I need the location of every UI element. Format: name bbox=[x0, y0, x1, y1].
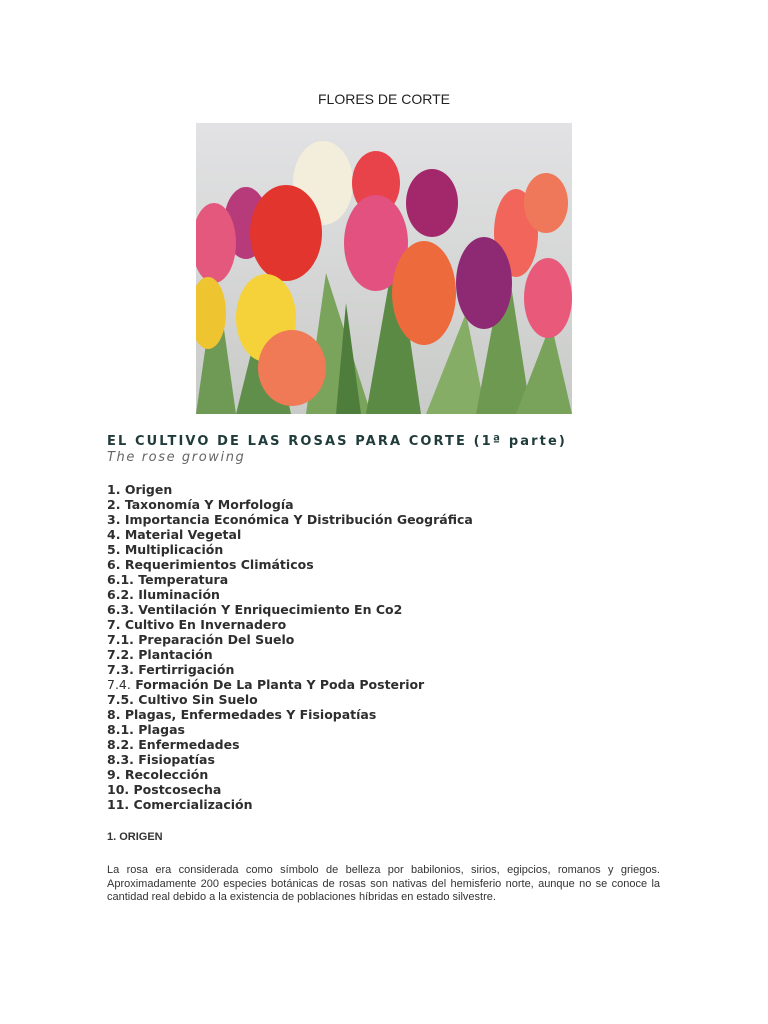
toc-item[interactable]: 5. Multiplicación bbox=[107, 542, 224, 557]
toc-item[interactable]: 10. Postcosecha bbox=[107, 782, 222, 797]
toc-item[interactable]: 7.1. Preparación Del Suelo bbox=[107, 632, 295, 647]
toc-item[interactable]: 6.3. Ventilación Y Enriquecimiento En Co2 bbox=[107, 602, 403, 617]
toc-item[interactable]: 8.1. Plagas bbox=[107, 722, 185, 737]
toc-item[interactable]: 8.2. Enfermedades bbox=[107, 737, 240, 752]
toc-item[interactable]: 8. Plagas, Enfermedades Y Fisiopatías bbox=[107, 707, 377, 722]
origin-paragraph: La rosa era considerada como símbolo de belleza por babilonios, sirios, egipcios, romanos y griegos. Aproximadamente 200 especies botánicas de rosas son nativas del hemisferio norte, aunque no se conoce la cantidad real debido a la existencia de poblaciones híbridas en estado silvestre. bbox=[107, 864, 660, 903]
toc-item[interactable]: 4. Material Vegetal bbox=[107, 527, 242, 542]
toc-item[interactable]: 11. Comercialización bbox=[107, 797, 253, 812]
origin-section-title: 1. ORIGEN bbox=[107, 831, 163, 843]
section-heading: EL CULTIVO DE LAS ROSAS PARA CORTE (1ª parte) bbox=[107, 434, 567, 449]
toc-item[interactable]: 6.1. Temperatura bbox=[107, 572, 229, 587]
toc-item[interactable]: 2. Taxonomía Y Morfología bbox=[107, 497, 294, 512]
toc-item[interactable]: 6. Requerimientos Climáticos bbox=[107, 557, 314, 572]
toc-item[interactable]: 8.3. Fisiopatías bbox=[107, 752, 215, 767]
toc-item[interactable]: 7.2. Plantación bbox=[107, 647, 213, 662]
toc-item[interactable]: 7.3. Fertirrigación bbox=[107, 662, 235, 677]
tulips-photo bbox=[196, 123, 572, 414]
toc-item[interactable]: 7.4. Formación De La Planta Y Poda Posterior bbox=[107, 677, 425, 692]
page-title: FLORES DE CORTE bbox=[318, 91, 450, 107]
toc-item[interactable]: 7.5. Cultivo Sin Suelo bbox=[107, 692, 258, 707]
table-of-contents bbox=[107, 482, 473, 812]
toc-item[interactable]: 1. Origen bbox=[107, 482, 173, 497]
toc-item[interactable]: 7. Cultivo En Invernadero bbox=[107, 617, 287, 632]
section-subheading: The rose growing bbox=[107, 450, 246, 465]
toc-item[interactable]: 9. Recolección bbox=[107, 767, 209, 782]
toc-item[interactable]: 6.2. Iluminación bbox=[107, 587, 220, 602]
toc-item[interactable]: 3. Importancia Económica Y Distribución Geográfica bbox=[107, 512, 473, 527]
